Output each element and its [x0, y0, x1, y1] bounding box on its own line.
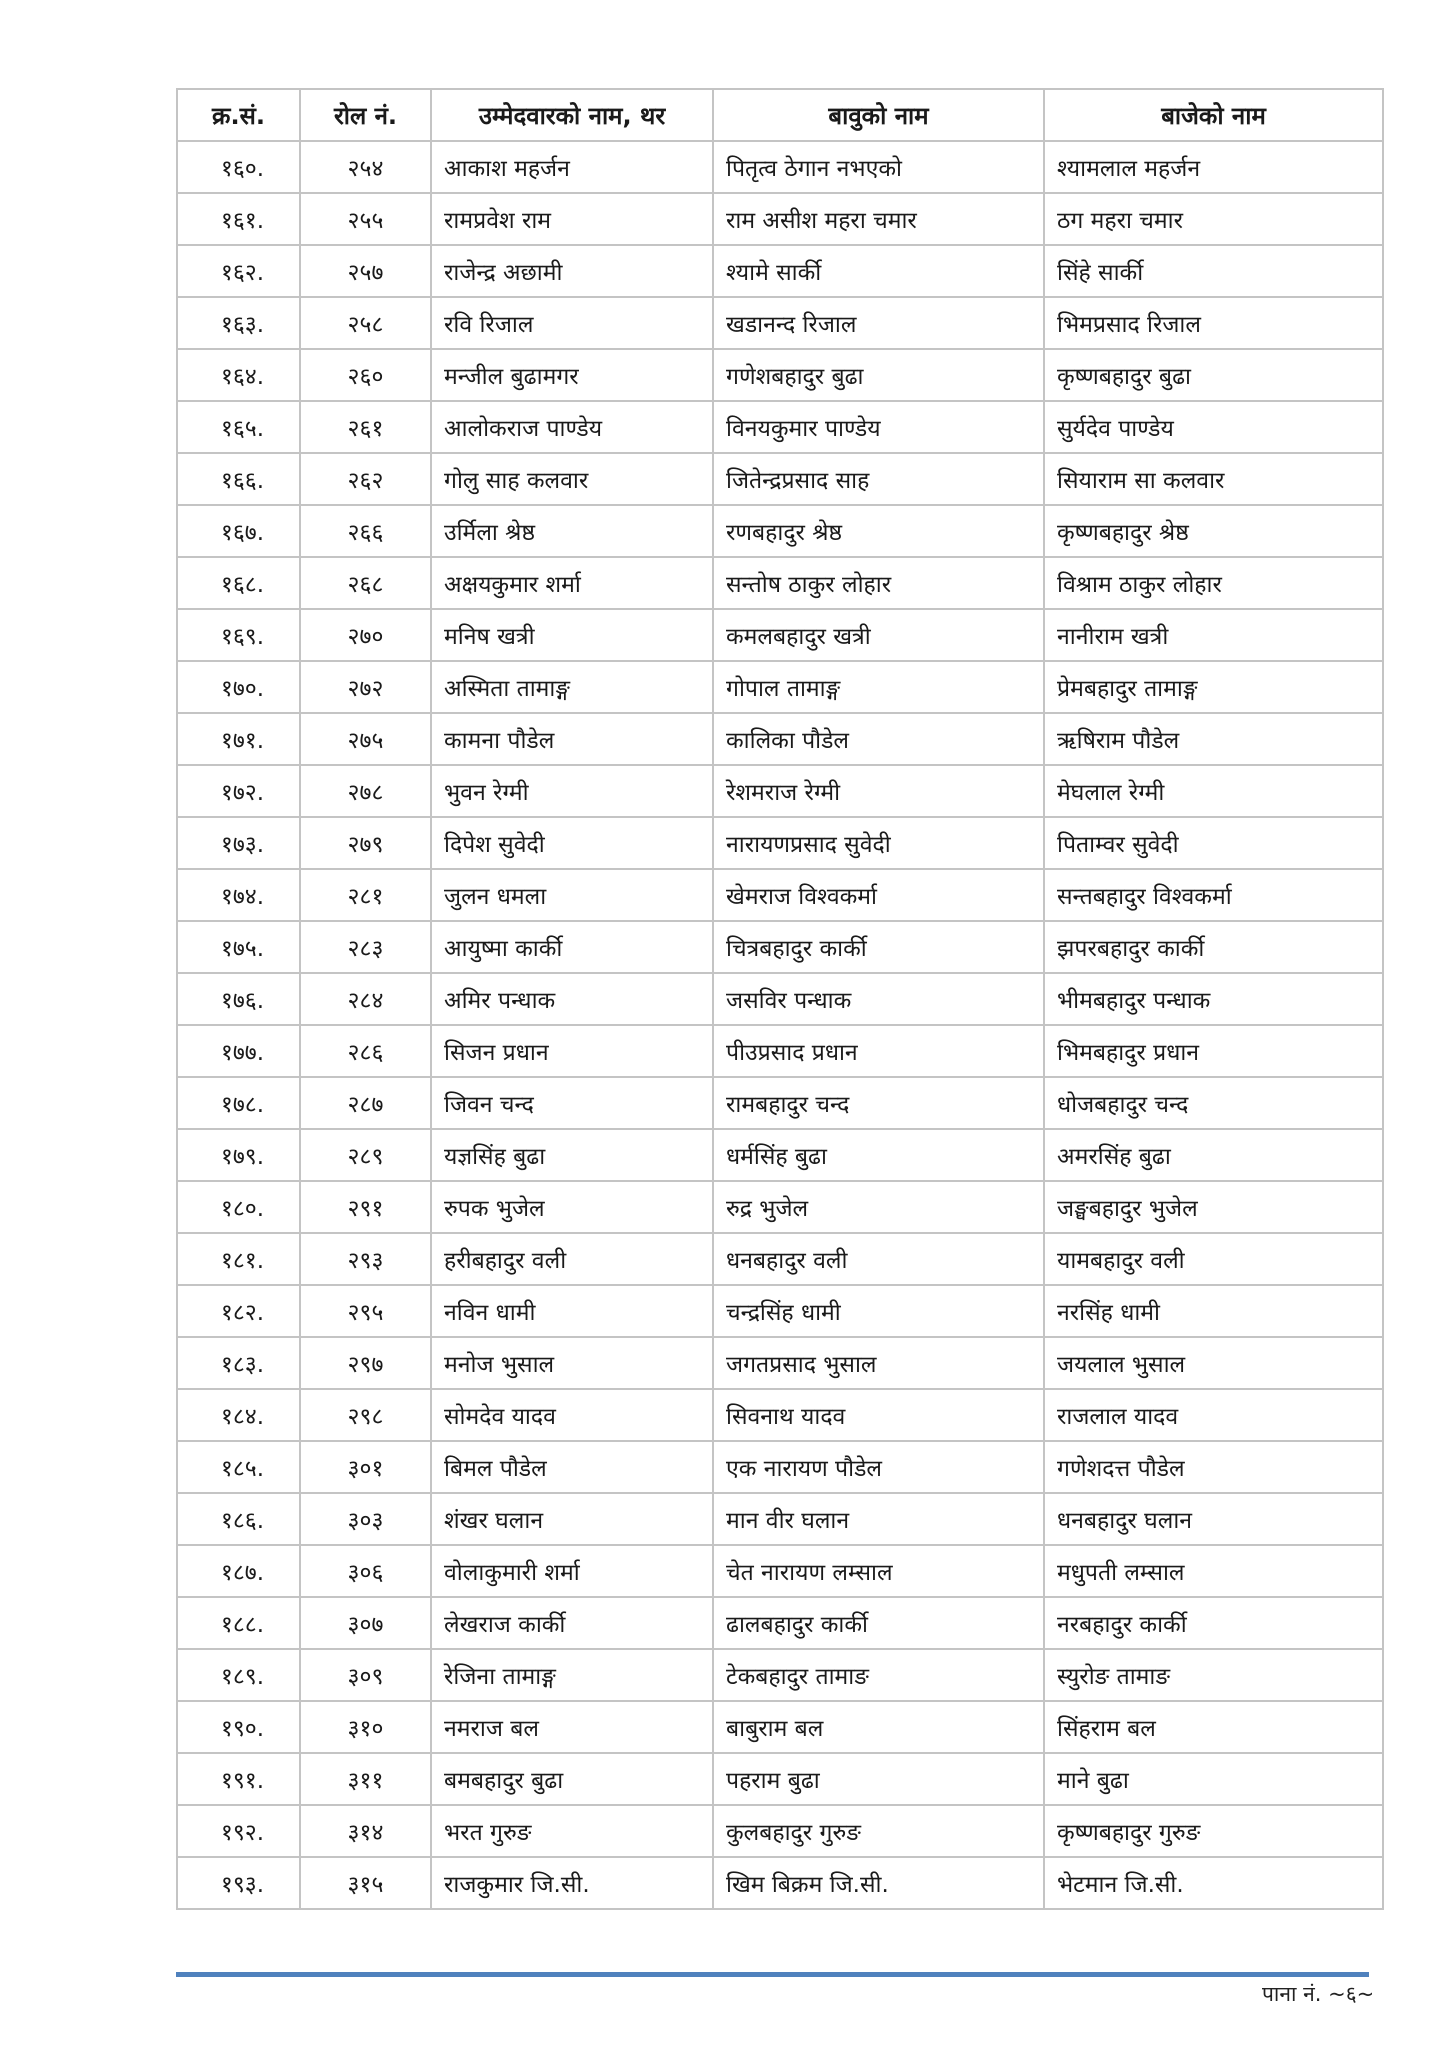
roll-no-cell: २६८: [300, 557, 431, 609]
roll-no-cell: २८१: [300, 869, 431, 921]
serial-no-cell: १६७.: [177, 505, 300, 557]
grandfather-name-cell: माने बुढा: [1044, 1753, 1383, 1805]
roll-no-cell: २५५: [300, 193, 431, 245]
candidate-name-cell: अमिर पन्धाक: [431, 973, 713, 1025]
serial-no-cell: १७५.: [177, 921, 300, 973]
candidate-name-cell: आयुष्मा कार्की: [431, 921, 713, 973]
grandfather-name-cell: नरसिंह धामी: [1044, 1285, 1383, 1337]
serial-no-cell: १८६.: [177, 1493, 300, 1545]
candidate-name-cell: मन्जील बुढामगर: [431, 349, 713, 401]
candidate-name-cell: सिजन प्रधान: [431, 1025, 713, 1077]
father-name-cell: विनयकुमार पाण्डेय: [713, 401, 1044, 453]
serial-no-cell: १८७.: [177, 1545, 300, 1597]
candidate-name-cell: दिपेश सुवेदी: [431, 817, 713, 869]
table-row: [177, 349, 1383, 401]
serial-no-cell: १७२.: [177, 765, 300, 817]
roll-no-cell: ३०१: [300, 1441, 431, 1493]
candidate-name-cell: राजेन्द्र अछामी: [431, 245, 713, 297]
candidate-name-cell: रुपक भुजेल: [431, 1181, 713, 1233]
roll-no-cell: ३११: [300, 1753, 431, 1805]
father-name-cell: मान वीर घलान: [713, 1493, 1044, 1545]
serial-no-cell: १९२.: [177, 1805, 300, 1857]
candidate-name-cell: भुवन रेग्मी: [431, 765, 713, 817]
roll-no-cell: २६०: [300, 349, 431, 401]
candidate-name-cell: रेजिना तामाङ्ग: [431, 1649, 713, 1701]
serial-no-cell: १६२.: [177, 245, 300, 297]
candidate-name-cell: लेखराज कार्की: [431, 1597, 713, 1649]
father-name-cell: धनबहादुर वली: [713, 1233, 1044, 1285]
serial-no-cell: १९०.: [177, 1701, 300, 1753]
serial-no-cell: १६०.: [177, 141, 300, 193]
serial-no-cell: १६४.: [177, 349, 300, 401]
table-row: [177, 1545, 1383, 1597]
candidate-name-cell: भरत गुरुङ: [431, 1805, 713, 1857]
father-name-cell: पीउप्रसाद प्रधान: [713, 1025, 1044, 1077]
grandfather-name-cell: यामबहादुर वली: [1044, 1233, 1383, 1285]
candidate-name-cell: बमबहादुर बुढा: [431, 1753, 713, 1805]
grandfather-name-cell: श्यामलाल महर्जन: [1044, 141, 1383, 193]
roll-no-cell: ३०३: [300, 1493, 431, 1545]
table-row: [177, 1233, 1383, 1285]
grandfather-name-cell: मेघलाल रेग्मी: [1044, 765, 1383, 817]
candidate-name-cell: उर्मिला श्रेष्ठ: [431, 505, 713, 557]
table-row: [177, 817, 1383, 869]
serial-no-cell: १७०.: [177, 661, 300, 713]
father-name-cell: सन्तोष ठाकुर लोहार: [713, 557, 1044, 609]
table-row: [177, 245, 1383, 297]
table-row: [177, 557, 1383, 609]
page-number: पाना नं. ~६~: [1262, 1982, 1375, 2006]
candidate-name-cell: मनिष खत्री: [431, 609, 713, 661]
father-name-cell: सिवनाथ यादव: [713, 1389, 1044, 1441]
father-name-cell: श्यामे सार्की: [713, 245, 1044, 297]
father-name-cell: चन्द्रसिंह धामी: [713, 1285, 1044, 1337]
roll-no-cell: ३०९: [300, 1649, 431, 1701]
serial-no-cell: १७९.: [177, 1129, 300, 1181]
table-row: [177, 1805, 1383, 1857]
serial-no-cell: १७८.: [177, 1077, 300, 1129]
father-name-cell: खेमराज विश्वकर्मा: [713, 869, 1044, 921]
grandfather-name-cell: सिंहे सार्की: [1044, 245, 1383, 297]
candidate-name-cell: रामप्रवेश राम: [431, 193, 713, 245]
table-row: [177, 609, 1383, 661]
roll-no-cell: २९१: [300, 1181, 431, 1233]
header-grandfather-name: बाजेको नाम: [1044, 89, 1383, 141]
header-candidate-name: उम्मेदवारको नाम, थर: [431, 89, 713, 141]
header-serial-no: क्र.सं.: [177, 89, 300, 141]
candidate-name-cell: अक्षयकुमार शर्मा: [431, 557, 713, 609]
roll-no-cell: २९५: [300, 1285, 431, 1337]
father-name-cell: ढालबहादुर कार्की: [713, 1597, 1044, 1649]
table-row: [177, 1129, 1383, 1181]
father-name-cell: खिम बिक्रम जि.सी.: [713, 1857, 1044, 1909]
roll-no-cell: २९८: [300, 1389, 431, 1441]
father-name-cell: रेशमराज रेग्मी: [713, 765, 1044, 817]
grandfather-name-cell: झपरबहादुर कार्की: [1044, 921, 1383, 973]
father-name-cell: बाबुराम बल: [713, 1701, 1044, 1753]
table-row: [177, 765, 1383, 817]
table-row: [177, 453, 1383, 505]
grandfather-name-cell: सन्तबहादुर विश्वकर्मा: [1044, 869, 1383, 921]
table-row: [177, 1181, 1383, 1233]
roll-no-cell: ३०६: [300, 1545, 431, 1597]
table-row: [177, 869, 1383, 921]
grandfather-name-cell: कृष्णबहादुर श्रेष्ठ: [1044, 505, 1383, 557]
roll-no-cell: २५८: [300, 297, 431, 349]
serial-no-cell: १६३.: [177, 297, 300, 349]
candidate-name-cell: यज्ञसिंह बुढा: [431, 1129, 713, 1181]
grandfather-name-cell: धनबहादुर घलान: [1044, 1493, 1383, 1545]
roll-no-cell: २६६: [300, 505, 431, 557]
roll-no-cell: २९३: [300, 1233, 431, 1285]
grandfather-name-cell: जयलाल भुसाल: [1044, 1337, 1383, 1389]
roll-no-cell: ३१५: [300, 1857, 431, 1909]
candidate-name-cell: नविन धामी: [431, 1285, 713, 1337]
father-name-cell: जसविर पन्धाक: [713, 973, 1044, 1025]
roll-no-cell: २८४: [300, 973, 431, 1025]
father-name-cell: नारायणप्रसाद सुवेदी: [713, 817, 1044, 869]
candidate-name-cell: सोमदेव यादव: [431, 1389, 713, 1441]
table-row: [177, 713, 1383, 765]
serial-no-cell: १८०.: [177, 1181, 300, 1233]
roll-no-cell: २७०: [300, 609, 431, 661]
roll-no-cell: २५७: [300, 245, 431, 297]
grandfather-name-cell: ऋषिराम पौडेल: [1044, 713, 1383, 765]
roll-no-cell: २५४: [300, 141, 431, 193]
serial-no-cell: १६१.: [177, 193, 300, 245]
table-row: [177, 1025, 1383, 1077]
father-name-cell: राम असीश महरा चमार: [713, 193, 1044, 245]
table-row: [177, 141, 1383, 193]
grandfather-name-cell: प्रेमबहादुर तामाङ्ग: [1044, 661, 1383, 713]
table-row: [177, 1597, 1383, 1649]
candidate-name-cell: आलोकराज पाण्डेय: [431, 401, 713, 453]
table-row: [177, 401, 1383, 453]
table-row: [177, 1701, 1383, 1753]
grandfather-name-cell: नानीराम खत्री: [1044, 609, 1383, 661]
roll-no-cell: ३१४: [300, 1805, 431, 1857]
father-name-cell: रणबहादुर श्रेष्ठ: [713, 505, 1044, 557]
candidate-name-cell: रवि रिजाल: [431, 297, 713, 349]
table-row: [177, 1493, 1383, 1545]
serial-no-cell: १७१.: [177, 713, 300, 765]
roll-no-cell: ३०७: [300, 1597, 431, 1649]
father-name-cell: टेकबहादुर तामाङ: [713, 1649, 1044, 1701]
grandfather-name-cell: सिंहराम बल: [1044, 1701, 1383, 1753]
candidate-name-cell: राजकुमार जि.सी.: [431, 1857, 713, 1909]
roll-no-cell: २६१: [300, 401, 431, 453]
father-name-cell: कुलबहादुर गुरुङ: [713, 1805, 1044, 1857]
father-name-cell: धर्मसिंह बुढा: [713, 1129, 1044, 1181]
candidate-name-cell: मनोज भुसाल: [431, 1337, 713, 1389]
candidate-name-cell: हरीबहादुर वली: [431, 1233, 713, 1285]
father-name-cell: चेत नारायण लम्साल: [713, 1545, 1044, 1597]
candidate-name-cell: बिमल पौडेल: [431, 1441, 713, 1493]
table-header-row: [177, 89, 1383, 141]
candidate-name-cell: कामना पौडेल: [431, 713, 713, 765]
father-name-cell: पहराम बुढा: [713, 1753, 1044, 1805]
grandfather-name-cell: कृष्णबहादुर बुढा: [1044, 349, 1383, 401]
candidate-list-table: [176, 88, 1384, 1910]
candidate-list-table-wrapper: [176, 88, 1382, 1910]
roll-no-cell: २७५: [300, 713, 431, 765]
grandfather-name-cell: सुर्यदेव पाण्डेय: [1044, 401, 1383, 453]
table-row: [177, 973, 1383, 1025]
serial-no-cell: १८९.: [177, 1649, 300, 1701]
grandfather-name-cell: भेटमान जि.सी.: [1044, 1857, 1383, 1909]
grandfather-name-cell: भिमबहादुर प्रधान: [1044, 1025, 1383, 1077]
grandfather-name-cell: गणेशदत्त पौडेल: [1044, 1441, 1383, 1493]
father-name-cell: चित्रबहादुर कार्की: [713, 921, 1044, 973]
father-name-cell: पितृत्व ठेगान नभएको: [713, 141, 1044, 193]
table-row: [177, 1389, 1383, 1441]
candidate-name-cell: शंखर घलान: [431, 1493, 713, 1545]
candidate-name-cell: जुलन धमला: [431, 869, 713, 921]
father-name-cell: खडानन्द रिजाल: [713, 297, 1044, 349]
table-row: [177, 1753, 1383, 1805]
grandfather-name-cell: धोजबहादुर चन्द: [1044, 1077, 1383, 1129]
serial-no-cell: १७६.: [177, 973, 300, 1025]
father-name-cell: जगतप्रसाद भुसाल: [713, 1337, 1044, 1389]
father-name-cell: जितेन्द्रप्रसाद साह: [713, 453, 1044, 505]
grandfather-name-cell: नरबहादुर कार्की: [1044, 1597, 1383, 1649]
serial-no-cell: १९३.: [177, 1857, 300, 1909]
header-father-name: बावुको नाम: [713, 89, 1044, 141]
grandfather-name-cell: भीमबहादुर पन्धाक: [1044, 973, 1383, 1025]
serial-no-cell: १६५.: [177, 401, 300, 453]
table-row: [177, 661, 1383, 713]
serial-no-cell: १७३.: [177, 817, 300, 869]
serial-no-cell: १६८.: [177, 557, 300, 609]
grandfather-name-cell: पिताम्वर सुवेदी: [1044, 817, 1383, 869]
roll-no-cell: २७९: [300, 817, 431, 869]
footer-rule: [176, 1972, 1369, 1977]
serial-no-cell: १८१.: [177, 1233, 300, 1285]
table-row: [177, 297, 1383, 349]
table-row: [177, 1337, 1383, 1389]
candidate-name-cell: गोलु साह कलवार: [431, 453, 713, 505]
serial-no-cell: १८४.: [177, 1389, 300, 1441]
grandfather-name-cell: सियाराम सा कलवार: [1044, 453, 1383, 505]
roll-no-cell: २८९: [300, 1129, 431, 1181]
father-name-cell: रुद्र भुजेल: [713, 1181, 1044, 1233]
table-row: [177, 1857, 1383, 1909]
table-row: [177, 1649, 1383, 1701]
serial-no-cell: १८२.: [177, 1285, 300, 1337]
father-name-cell: गणेशबहादुर बुढा: [713, 349, 1044, 401]
header-roll-no: रोल नं.: [300, 89, 431, 141]
grandfather-name-cell: स्युरोङ तामाङ: [1044, 1649, 1383, 1701]
grandfather-name-cell: मधुपती लम्साल: [1044, 1545, 1383, 1597]
table-body: [177, 141, 1383, 1909]
roll-no-cell: २८३: [300, 921, 431, 973]
serial-no-cell: १७७.: [177, 1025, 300, 1077]
roll-no-cell: २८६: [300, 1025, 431, 1077]
table-row: [177, 1441, 1383, 1493]
serial-no-cell: १८५.: [177, 1441, 300, 1493]
grandfather-name-cell: कृष्णबहादुर गुरुङ: [1044, 1805, 1383, 1857]
father-name-cell: कालिका पौडेल: [713, 713, 1044, 765]
grandfather-name-cell: भिमप्रसाद रिजाल: [1044, 297, 1383, 349]
table-row: [177, 921, 1383, 973]
candidate-name-cell: आकाश महर्जन: [431, 141, 713, 193]
roll-no-cell: २६२: [300, 453, 431, 505]
serial-no-cell: १६९.: [177, 609, 300, 661]
grandfather-name-cell: विश्राम ठाकुर लोहार: [1044, 557, 1383, 609]
serial-no-cell: १८८.: [177, 1597, 300, 1649]
candidate-name-cell: वोलाकुमारी शर्मा: [431, 1545, 713, 1597]
father-name-cell: गोपाल तामाङ्ग: [713, 661, 1044, 713]
roll-no-cell: ३१०: [300, 1701, 431, 1753]
father-name-cell: कमलबहादुर खत्री: [713, 609, 1044, 661]
roll-no-cell: २७२: [300, 661, 431, 713]
grandfather-name-cell: अमरसिंह बुढा: [1044, 1129, 1383, 1181]
table-row: [177, 505, 1383, 557]
grandfather-name-cell: जङ्घबहादुर भुजेल: [1044, 1181, 1383, 1233]
roll-no-cell: २८७: [300, 1077, 431, 1129]
grandfather-name-cell: राजलाल यादव: [1044, 1389, 1383, 1441]
serial-no-cell: १६६.: [177, 453, 300, 505]
serial-no-cell: १८३.: [177, 1337, 300, 1389]
table-row: [177, 1285, 1383, 1337]
candidate-name-cell: नमराज बल: [431, 1701, 713, 1753]
roll-no-cell: २७८: [300, 765, 431, 817]
grandfather-name-cell: ठग महरा चमार: [1044, 193, 1383, 245]
father-name-cell: रामबहादुर चन्द: [713, 1077, 1044, 1129]
candidate-name-cell: जिवन चन्द: [431, 1077, 713, 1129]
serial-no-cell: १७४.: [177, 869, 300, 921]
table-row: [177, 193, 1383, 245]
roll-no-cell: २९७: [300, 1337, 431, 1389]
table-row: [177, 1077, 1383, 1129]
serial-no-cell: १९१.: [177, 1753, 300, 1805]
candidate-name-cell: अस्मिता तामाङ्ग: [431, 661, 713, 713]
father-name-cell: एक नारायण पौडेल: [713, 1441, 1044, 1493]
